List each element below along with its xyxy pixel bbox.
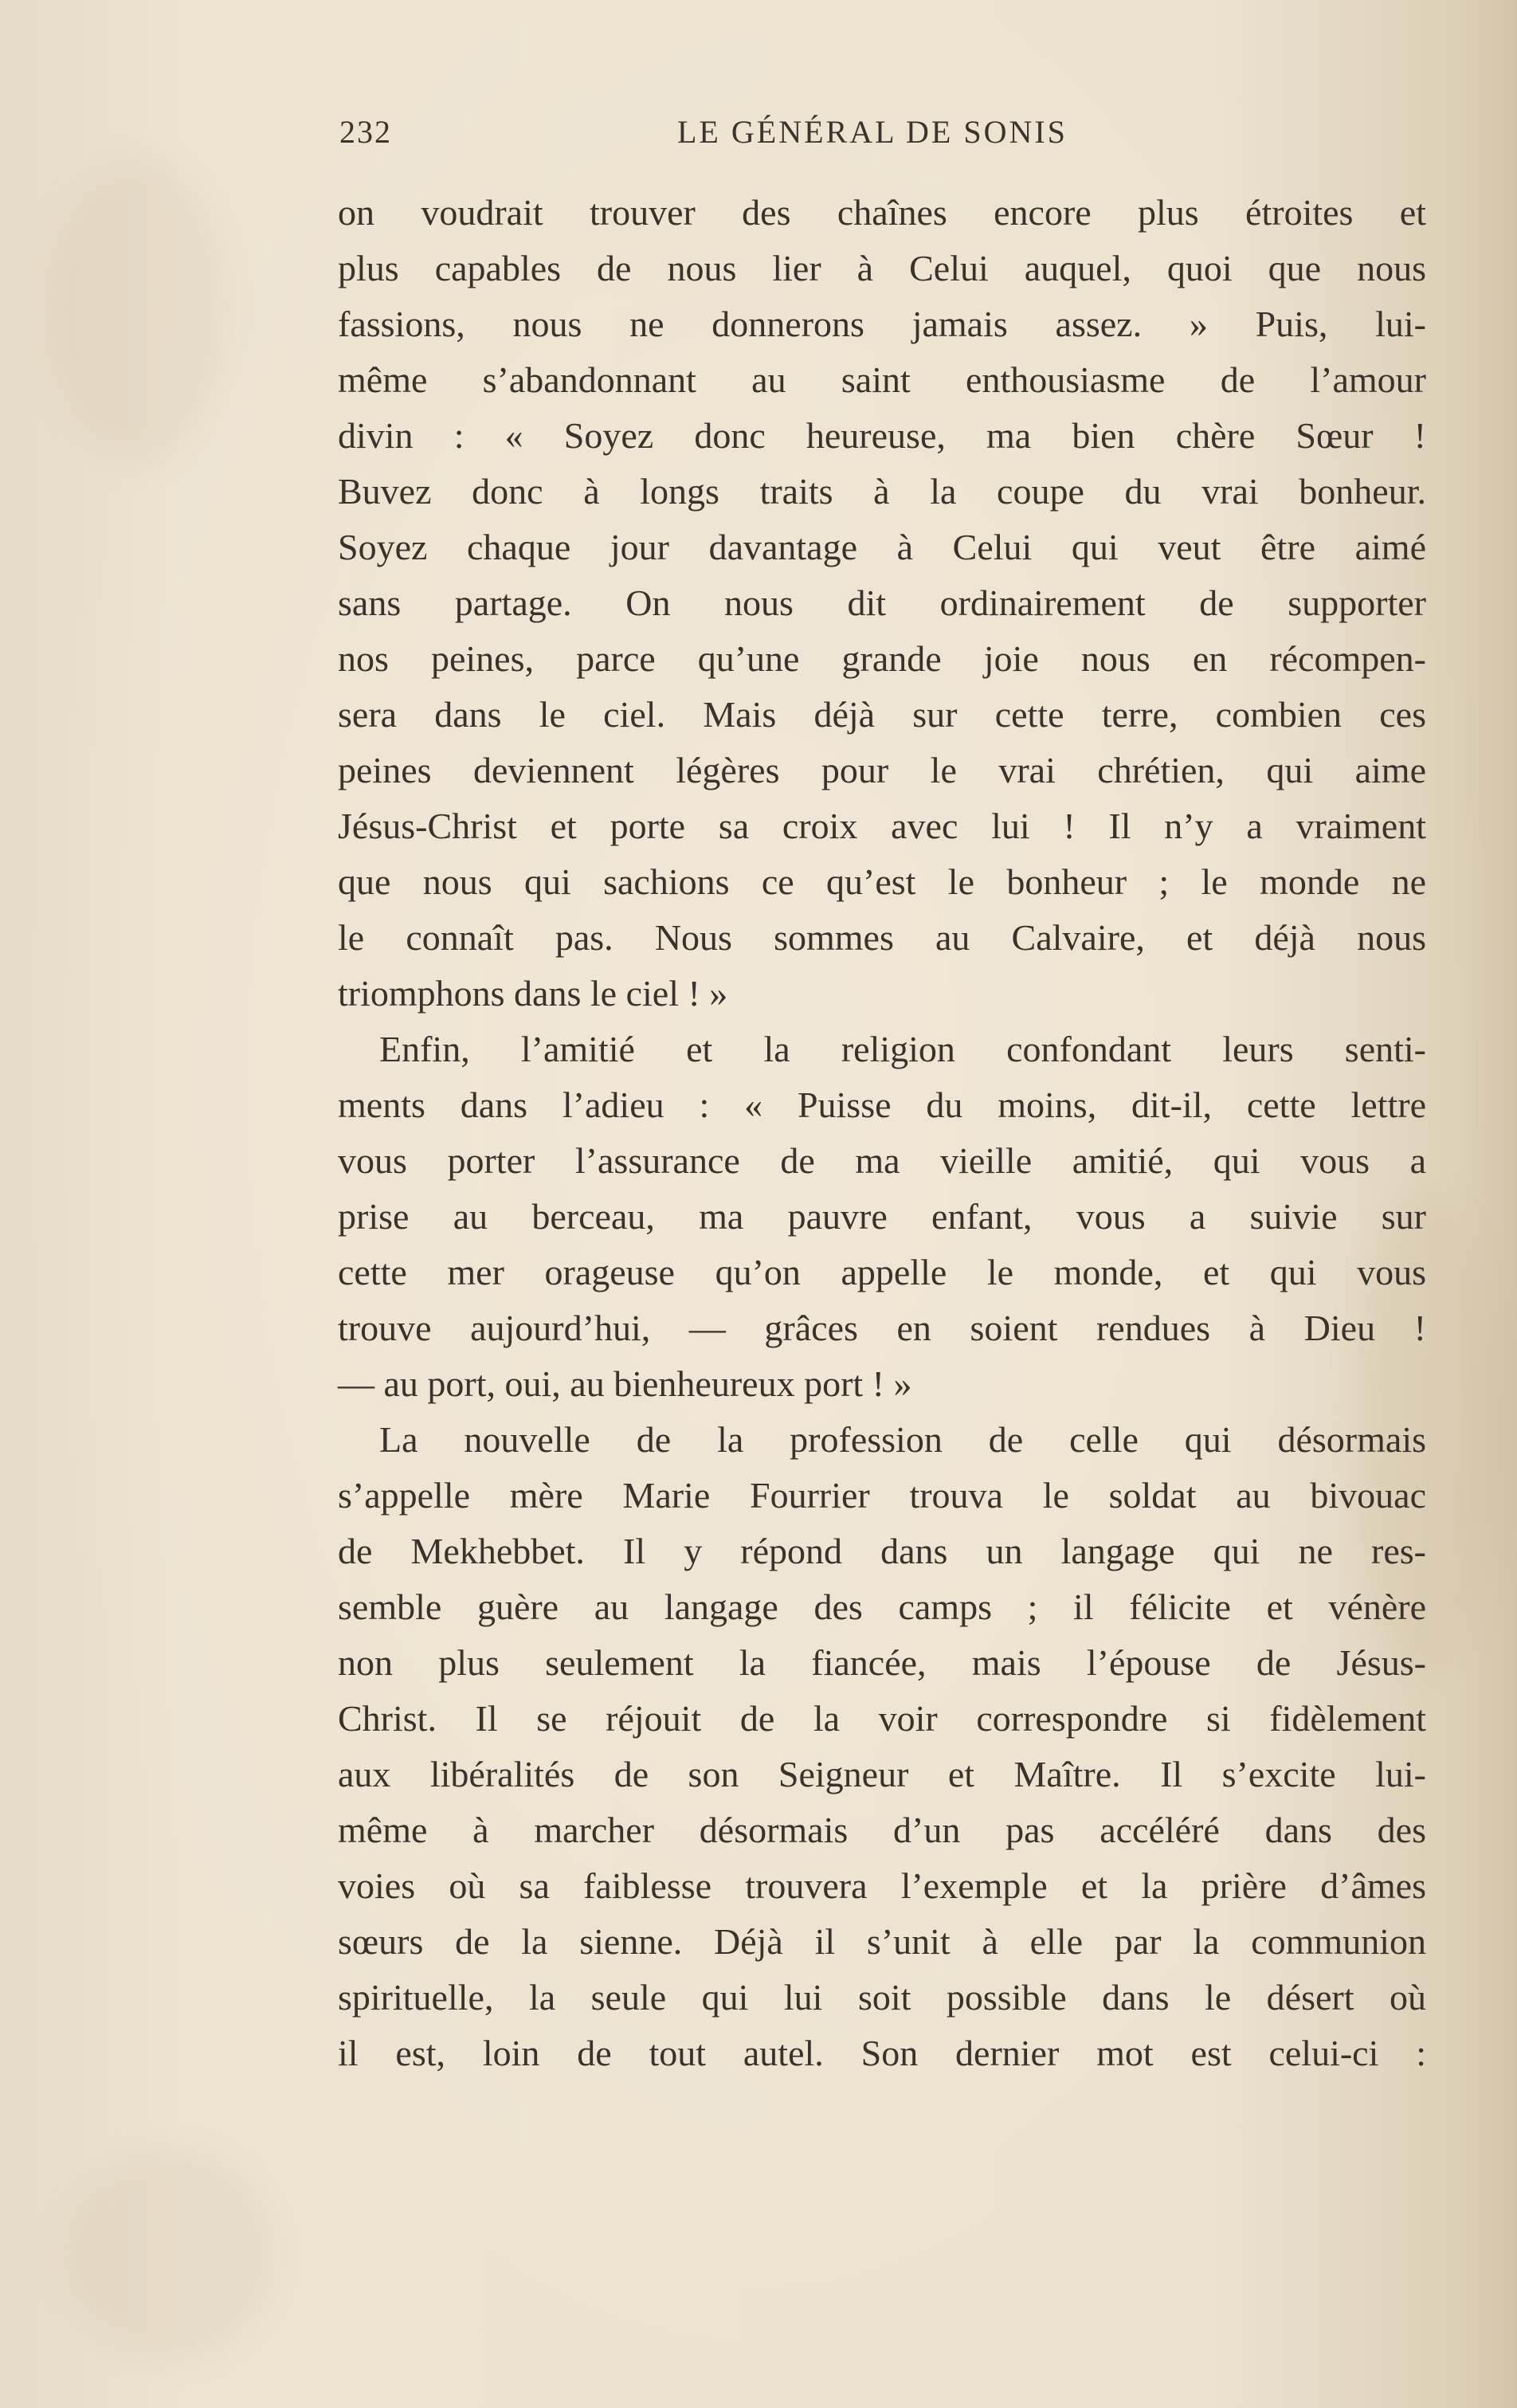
- text-line: trouve aujourd’hui, — grâces en soient rendues à Dieu !: [338, 1308, 1426, 1348]
- text-line: La nouvelle de la profession de celle qui désormais: [379, 1419, 1426, 1460]
- text-line: il est, loin de tout autel. Son dernier mot est celui-ci :: [338, 2033, 1426, 2073]
- text-line: — au port, oui, au bienheureux port ! »: [338, 1363, 912, 1404]
- text-line: sœurs de la sienne. Déjà il s’unit à elle par la communion: [338, 1921, 1426, 1962]
- running-title: LE GÉNÉRAL DE SONIS: [677, 114, 1068, 150]
- text-line: le connaît pas. Nous sommes au Calvaire, et déjà nous: [338, 917, 1426, 958]
- text-line: divin : « Soyez donc heureuse, ma bien chère Sœur !: [338, 415, 1426, 456]
- page-header: [339, 113, 1431, 161]
- text-line: que nous qui sachions ce qu’est le bonheur ; le monde ne: [338, 861, 1426, 902]
- text-line: triomphons dans le ciel ! »: [338, 973, 728, 1014]
- paper-stain: [48, 159, 223, 462]
- text-line: sera dans le ciel. Mais déjà sur cette terre, combien ces: [338, 694, 1426, 735]
- text-line: Enfin, l’amitié et la religion confondant leurs senti-: [379, 1029, 1426, 1069]
- paper-stain: [64, 2151, 271, 2359]
- text-line: même à marcher désormais d’un pas accéléré dans des: [338, 1810, 1426, 1850]
- text-line: nos peines, parce qu’une grande joie nous en récompen-: [338, 638, 1426, 679]
- text-line: vous porter l’assurance de ma vieille amitié, qui vous a: [338, 1140, 1426, 1181]
- text-line: voies où sa faiblesse trouvera l’exemple et la prière d’âmes: [338, 1865, 1426, 1906]
- page-number: 232: [339, 114, 392, 150]
- text-line: fassions, nous ne donnerons jamais assez. » Puis, lui-: [338, 304, 1426, 344]
- text-line: peines deviennent légères pour le vrai chrétien, qui aime: [338, 750, 1426, 790]
- text-line: semble guère au langage des camps ; il félicite et vénère: [338, 1586, 1426, 1627]
- text-line: Soyez chaque jour davantage à Celui qui veut être aimé: [338, 527, 1426, 567]
- text-line: de Mekhebbet. Il y répond dans un langage qui ne res-: [338, 1531, 1426, 1571]
- text-line: Buvez donc à longs traits à la coupe du vrai bonheur.: [338, 471, 1426, 512]
- text-line: Jésus-Christ et porte sa croix avec lui ! Il n’y a vraiment: [338, 806, 1426, 846]
- body-text: [338, 185, 1426, 2081]
- text-line: cette mer orageuse qu’on appelle le monde, et qui vous: [338, 1252, 1426, 1292]
- text-line: même s’abandonnant au saint enthousiasme de l’amour: [338, 359, 1426, 400]
- text-line: spirituelle, la seule qui lui soit possible dans le désert où: [338, 1977, 1426, 2018]
- text-line: sans partage. On nous dit ordinairement de supporter: [338, 582, 1426, 623]
- text-line: aux libéralités de son Seigneur et Maître. Il s’excite lui-: [338, 1754, 1426, 1794]
- text-line: non plus seulement la fiancée, mais l’épouse de Jésus-: [338, 1642, 1426, 1683]
- text-line: Christ. Il se réjouit de la voir correspondre si fidèlement: [338, 1698, 1426, 1739]
- text-line: prise au berceau, ma pauvre enfant, vous a suivie sur: [338, 1196, 1426, 1237]
- text-line: ments dans l’adieu : « Puisse du moins, dit-il, cette lettre: [338, 1084, 1426, 1125]
- text-line: plus capables de nous lier à Celui auquel, quoi que nous: [338, 248, 1426, 288]
- text-line: s’appelle mère Marie Fourrier trouva le soldat au bivouac: [338, 1475, 1426, 1516]
- text-line: on voudrait trouver des chaînes encore plus étroites et: [338, 192, 1426, 233]
